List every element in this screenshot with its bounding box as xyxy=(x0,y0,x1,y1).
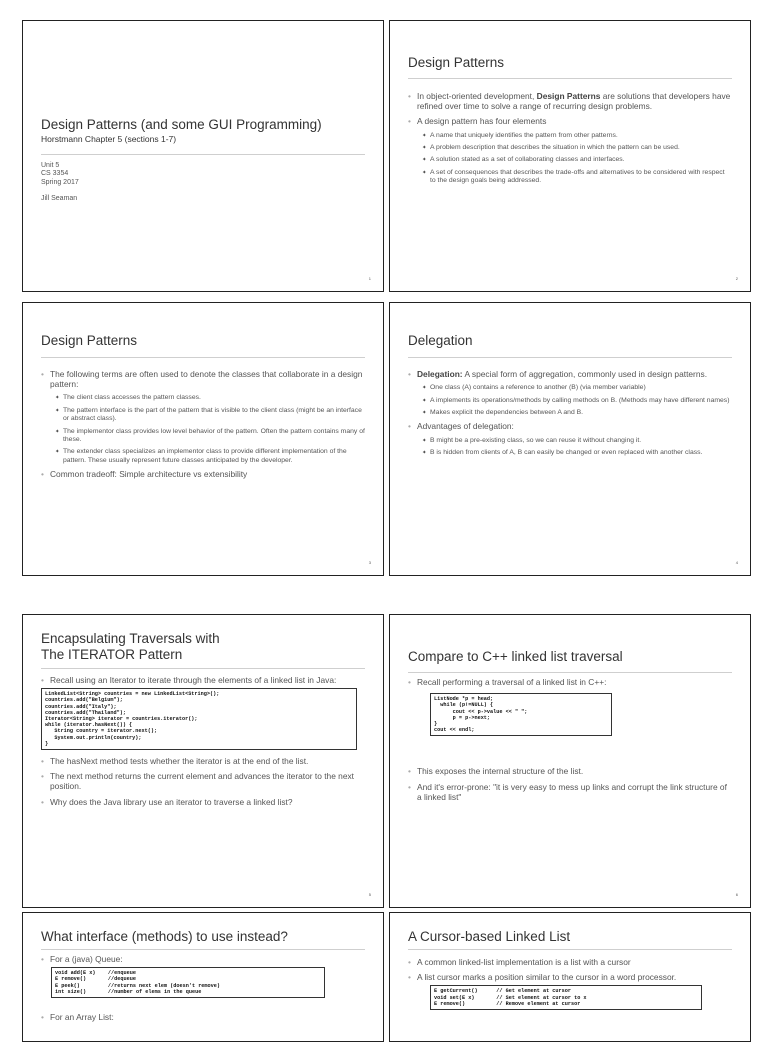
meta-author: Jill Seaman xyxy=(41,194,78,202)
slide-title: Encapsulating Traversals with The ITERATOR Pattern xyxy=(41,631,220,662)
bullet-text: A special form of aggregation, commonly used in design patterns. xyxy=(462,369,708,379)
slide-title: Design Patterns (and some GUI Programming) xyxy=(41,117,322,132)
bullet xyxy=(408,91,732,111)
slide-7 xyxy=(22,912,384,1042)
sub-bullet: ✦ A set of consequences that describes the trade-offs and alternatives to be considered with respect to the design goals being addressed. xyxy=(408,169,732,186)
bullet: • Common tradeoff: Simple architecture vs extensibility xyxy=(41,469,365,479)
slide-title: Delegation xyxy=(408,333,473,348)
sub-bullet: ✦ B might be a pre-existing class, so we can reuse it without changing it. xyxy=(408,437,732,445)
bullet-list xyxy=(41,675,365,812)
sub-bullet: ✦ A solution stated as a set of collaborating classes and interfaces. xyxy=(408,156,732,164)
divider xyxy=(41,357,365,358)
bullet: • This exposes the internal structure of the list. xyxy=(408,766,732,776)
code-block: ListNode *p = head; while (p!=NULL) { cout << p->value << " "; p = p->next; } cout << endl; xyxy=(430,693,612,736)
page-number: 6 xyxy=(735,892,738,897)
slide-2 xyxy=(389,20,751,292)
divider xyxy=(41,668,365,669)
sub-bullet: ✦ The client class accesses the pattern classes. xyxy=(41,394,365,402)
slide-title: What interface (methods) to use instead? xyxy=(41,929,288,944)
divider xyxy=(41,154,365,155)
bullet-list xyxy=(408,369,732,461)
sub-bullet: ✦ One class (A) contains a reference to another (B) (via member variable) xyxy=(408,384,732,392)
sub-bullet: ✦ A implements its operations/methods by calling methods on B. (Methods may have different names) xyxy=(408,397,732,405)
sub-bullet: ✦ Makes explicit the dependencies between A and B. xyxy=(408,409,732,417)
slide-3 xyxy=(22,302,384,576)
bullet: • Advantages of delegation: xyxy=(408,421,732,431)
slide-1 xyxy=(22,20,384,292)
bullet: • Recall performing a traversal of a linked list in C++: xyxy=(408,677,732,687)
sub-bullet: ✦ A problem description that describes the situation in which the pattern can be used. xyxy=(408,144,732,152)
bullet: • The following terms are often used to denote the classes that collaborate in a design pattern: xyxy=(41,369,365,389)
page-number: 3 xyxy=(368,560,371,565)
divider xyxy=(408,78,732,79)
sub-bullet: ✦ A name that uniquely identifies the pattern from other patterns. xyxy=(408,132,732,140)
slide-subtitle: Horstmann Chapter 5 (sections 1-7) xyxy=(41,134,177,144)
bullet: • A design pattern has four elements xyxy=(408,116,732,126)
bullet-list xyxy=(408,957,732,1016)
bullet-text: are solutions that developers have refined over time to solve a range of recurring design problems. xyxy=(417,91,731,112)
page-number: 1 xyxy=(368,276,371,281)
bullet: • The next method returns the current element and advances the iterator to the next position. xyxy=(41,771,365,791)
bullet-text: In object-oriented development, xyxy=(417,91,537,101)
meta-course: CS 3354 xyxy=(41,170,69,178)
bullet: • Recall using an Iterator to iterate through the elements of a linked list in Java: xyxy=(41,675,365,685)
slide-5 xyxy=(22,614,384,908)
bullet-list xyxy=(41,954,365,1027)
bullet: • For a (java) Queue: xyxy=(41,954,365,964)
slide-title: Design Patterns xyxy=(41,333,138,348)
slide-4 xyxy=(389,302,751,576)
divider xyxy=(408,949,732,950)
divider xyxy=(408,672,732,673)
code-block: E getCurrent() // Get element at cursor void set(E x) // Set element at cursor to x E remove() // Remove element at cursor xyxy=(430,985,702,1010)
bullet: • A list cursor marks a position similar to the cursor in a word processor. xyxy=(408,972,732,982)
page-number: 4 xyxy=(735,560,738,565)
bullet: • The hasNext method tests whether the iterator is at the end of the list. xyxy=(41,756,365,766)
code-block: void add(E x) //enqueue E remove() //dequeue E peek() //returns next elem (doesn't remove) int size() //number of elems in the queue xyxy=(51,967,325,998)
bullet-list xyxy=(408,91,732,190)
meta-term: Spring 2017 xyxy=(41,178,79,186)
meta-unit: Unit 5 xyxy=(41,162,60,169)
bullet xyxy=(408,369,732,379)
slide-8 xyxy=(389,912,751,1042)
bullet: • For an Array List: xyxy=(41,1012,365,1022)
page-number: 2 xyxy=(735,276,738,281)
slide-meta xyxy=(41,162,79,203)
divider xyxy=(41,949,365,950)
page-number: 5 xyxy=(368,892,371,897)
slide-title: Design Patterns xyxy=(408,55,505,70)
bullet-list xyxy=(408,677,732,807)
sub-bullet: ✦ B is hidden from clients of A, B can easily be changed or even replaced with another class. xyxy=(408,449,732,457)
slide-title: Compare to C++ linked list traversal xyxy=(408,649,623,664)
bullet-list xyxy=(41,369,365,484)
sub-bullet: ✦ The extender class specializes an implementor class to provide different implementation of the pattern. These usually represent future classes anticipated by the developer. xyxy=(41,448,365,465)
meta-spacer xyxy=(41,187,79,195)
bullet: • Why does the Java library use an iterator to traverse a linked list? xyxy=(41,797,365,807)
code-block: LinkedList<String> countries = new LinkedList<String>(); countries.add("Belgium"); countries.add("Italy"); countries.add("Thailand"); Iterator<String> iterator = countries.iterator(); while (iterator.hasNext()) { String country = iterator.next(); System.out.println(country); } xyxy=(41,688,357,750)
bullet: • And it's error-prone: "it is very easy to mess up links and corrupt the link structure of a linked list" xyxy=(408,782,732,802)
sub-bullet: ✦ The pattern interface is the part of the pattern that is visible to the client class (might be an interface or abstract class). xyxy=(41,407,365,424)
bullet: • A common linked-list implementation is a list with a cursor xyxy=(408,957,732,967)
divider xyxy=(408,357,732,358)
sub-bullet: ✦ The implementor class provides low level behavior of the pattern. Often the pattern contains many of these. xyxy=(41,428,365,445)
slide-6 xyxy=(389,614,751,908)
bullet-bold: Design Patterns xyxy=(536,91,601,101)
slide-title: A Cursor-based Linked List xyxy=(408,929,571,944)
bullet-bold: Delegation: xyxy=(417,369,463,379)
